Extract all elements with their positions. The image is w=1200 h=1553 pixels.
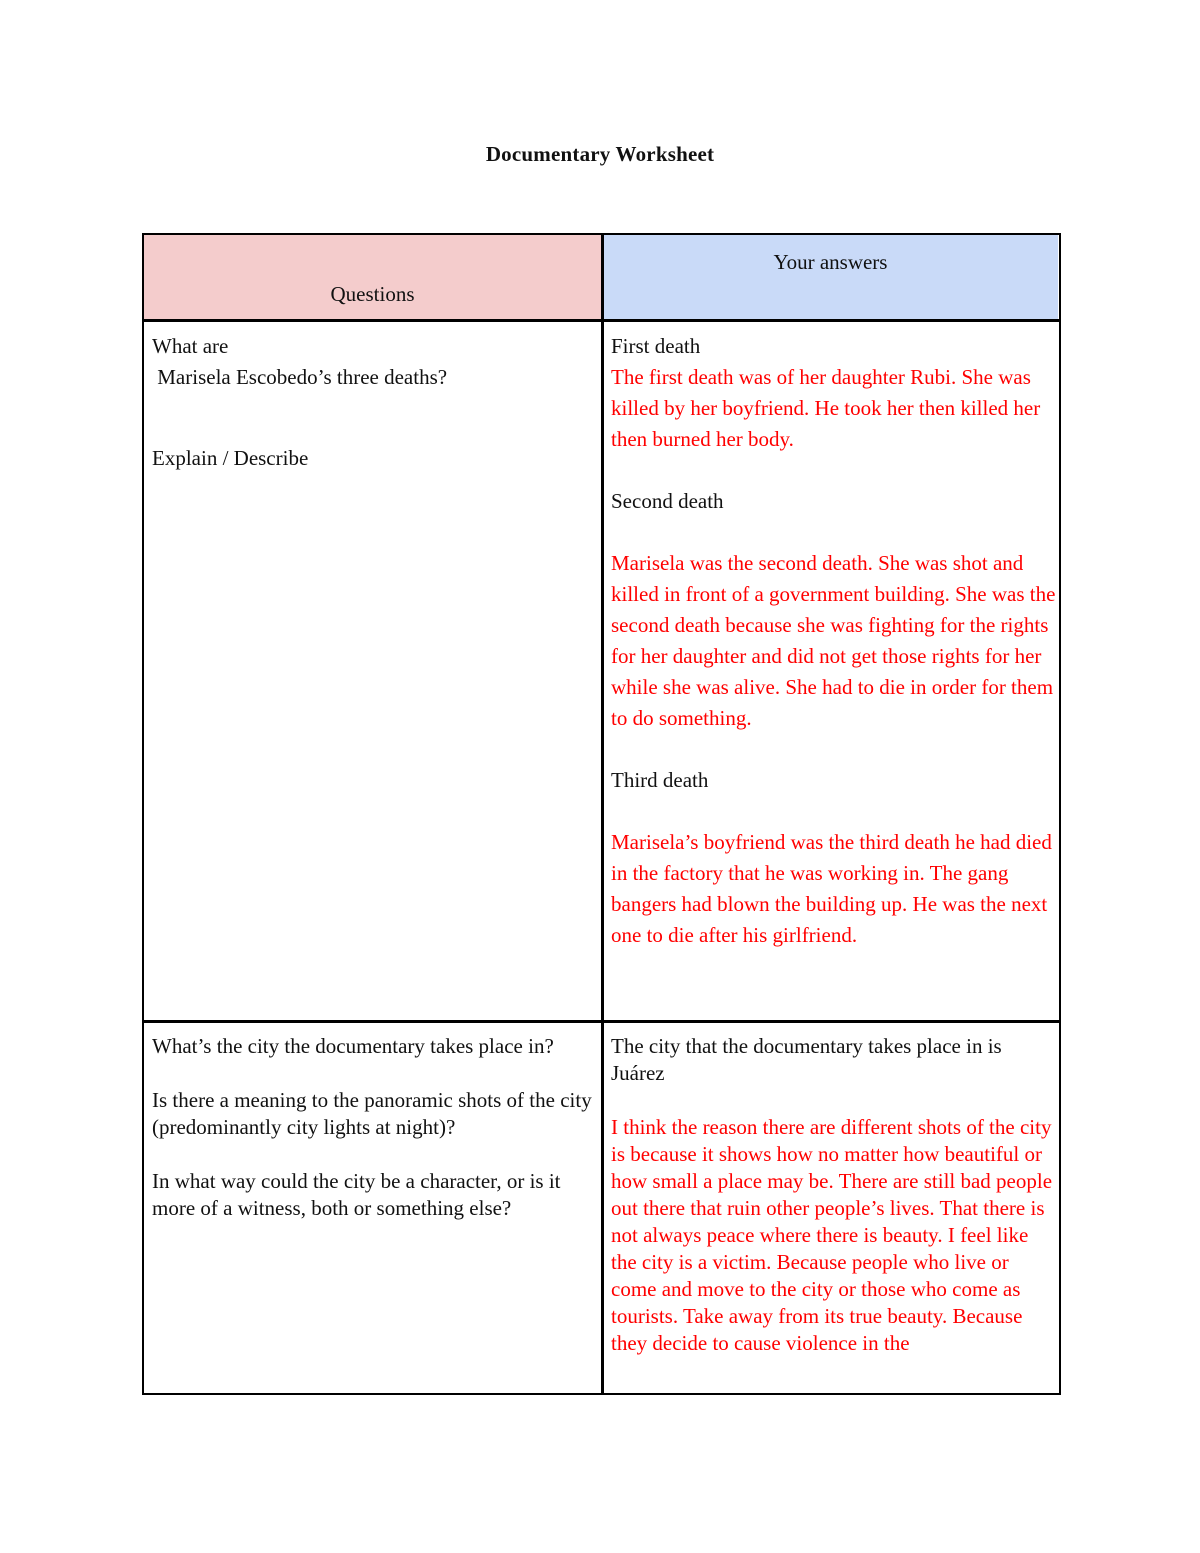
page-title: Documentary Worksheet	[485, 142, 715, 166]
city-answer: The city that the documentary takes place in is Juárez	[611, 1034, 1002, 1085]
question-line: What’s the city the documentary takes place in?	[152, 1034, 554, 1058]
question-cell-city	[152, 1033, 592, 1222]
answers-header	[603, 235, 1058, 320]
worksheet-table	[142, 233, 1061, 1395]
question-line: Explain / Describe	[152, 446, 309, 470]
question-line: In what way could the city be a character, or is it more of a witness, both or something else?	[152, 1169, 561, 1220]
second-death-answer: Marisela was the second death. She was shot and killed in front of a government building. She was the second death because she was fighting for the rights for her daughter and did not get those rights for her while she was alive. She had to die in order for them to do something.	[611, 551, 1056, 730]
question-line: Marisela Escobedo’s three deaths?	[152, 365, 448, 389]
questions-header-label: Questions	[330, 282, 415, 306]
questions-header	[144, 235, 601, 320]
city-meaning-answer: I think the reason there are different shots of the city is because it shows how no matter how beautiful or how small a place may be. There are still bad people out there that ruin other people’s lives. That there is not always peace where there is beauty. I feel like the city is a victim. Because people who live or come and move to the city or those who come as tourists. Take away from its true beauty. Because they decide to cause violence in the	[611, 1115, 1053, 1355]
question-line: Is there a meaning to the panoramic shots of the city (predominantly city lights at night)?	[152, 1088, 592, 1139]
second-death-label: Second death	[611, 489, 724, 513]
question-line: What are	[152, 334, 229, 358]
third-death-label: Third death	[611, 768, 709, 792]
question-cell-deaths	[152, 331, 592, 474]
answer-cell-city	[611, 1033, 1056, 1389]
first-death-label: First death	[611, 334, 701, 358]
answer-cell-deaths	[611, 331, 1056, 951]
column-divider	[601, 235, 604, 1393]
first-death-answer: The first death was of her daughter Rubi. She was killed by her boyfriend. He took her then killed her then burned her body.	[611, 365, 1041, 451]
third-death-answer: Marisela’s boyfriend was the third death he had died in the factory that he was working in. The gang bangers had blown the building up. He was the next one to die after his girlfriend.	[611, 830, 1052, 947]
answers-header-label: Your answers	[773, 250, 888, 274]
